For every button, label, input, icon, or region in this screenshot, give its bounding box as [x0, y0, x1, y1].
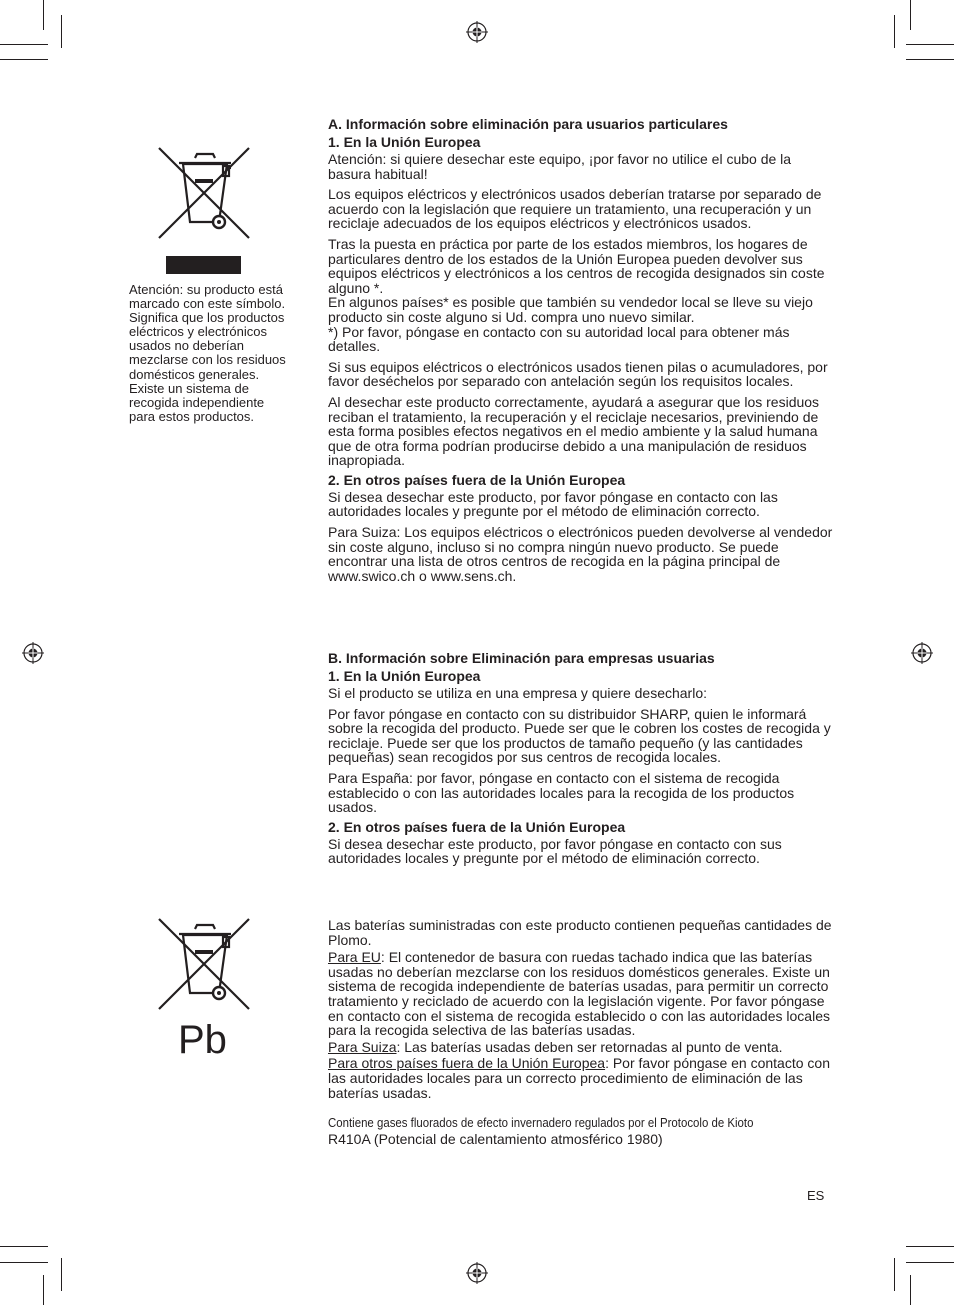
- paragraph: Para Suiza: Los equipos eléctricos o electrónicos pueden devolverse al vendedor sin coste alguno, incluso si no compra ningún nuevo producto. Se puede encontrar una lista de otros centros de recogida en la página principal de www.swico.ch o www.sens.ch.: [328, 524, 833, 584]
- crop-mark: [61, 1258, 62, 1291]
- section-a-eu-heading: 1. En la Unión Europea: [328, 134, 481, 150]
- registration-crosshair-icon: [465, 20, 489, 44]
- paragraph: Las baterías suministradas con este producto contienen pequeñas cantidades de Plomo.: [328, 917, 832, 948]
- paragraph: En algunos países* es posible que también su vendedor local se lleve su viejo producto sin coste alguno si Ud. compra uno nuevo similar.: [328, 294, 813, 325]
- registration-crosshair-icon: [465, 1261, 489, 1285]
- weee-symbol-note: Atención: su producto está marcado con este símbolo. Significa que los productos eléctricos y electrónicos usados no deberían mezclarse con los residuos domésticos generales. Existe un sistema de recogida independiente para estos productos.: [129, 282, 286, 424]
- crop-mark: [906, 59, 954, 60]
- crop-mark: [0, 1246, 48, 1247]
- crop-mark: [910, 0, 911, 30]
- paragraph: Por favor póngase en contacto con su distribuidor SHARP, quien le informará sobre la recogida del producto. Puede ser que le cobren los costes de recogida y reciclaje. Puede ser que los productos de tamaño pequeño (y las cantidades pequeñas) sean recogidos por sus centros de recogida locales.: [328, 705, 831, 766]
- section-b: [328, 650, 833, 871]
- paragraph: Para España: por favor, póngase en contacto con el sistema de recogida establecido o con las autoridades locales para la recogida de los productos usados.: [328, 769, 795, 816]
- crop-mark: [0, 44, 48, 45]
- section-a: [328, 116, 833, 588]
- crossed-out-wheeled-bin-icon: [157, 917, 251, 1013]
- registration-crosshair-icon: [21, 641, 45, 665]
- crop-mark: [0, 1262, 48, 1263]
- batteries-section: [328, 918, 833, 1146]
- section-b-eu-heading: 1. En la Unión Europea: [328, 668, 481, 684]
- para-suiza-label: Para Suiza: [328, 1038, 397, 1055]
- paragraph: Atención: si quiere desechar este equipo, ¡por favor no utilice el cubo de la basura habitual!: [328, 151, 792, 182]
- crossed-out-wheeled-bin-icon: [157, 146, 251, 242]
- para-suiza-text: : Las baterías usadas deben ser retornadas al punto de venta.: [396, 1038, 783, 1055]
- section-a-title: A. Información sobre eliminación para usuarios particulares: [328, 116, 728, 132]
- crop-mark: [894, 1258, 895, 1291]
- crop-mark: [894, 15, 895, 48]
- registration-crosshair-icon: [910, 641, 934, 665]
- paragraph: Los equipos eléctricos y electrónicos usados deberían tratarse por separado de acuerdo con la legislación que requiere un tratamiento, una recuperación y un reciclaje adecuados de los equipos eléctricos y electrónicos usados.: [328, 186, 822, 232]
- lead-symbol: Pb: [178, 1018, 227, 1062]
- paragraph: Tras la puesta en práctica por parte de los estados miembros, los hogares de particulares dentro de los estados de la Unión Europea pueden devolver sus equipos eléctricos y electrónicos a los centros de recogida designados sin coste alguno *.: [328, 235, 825, 296]
- section-a-other-heading: 2. En otros países fuera de la Unión Europea: [328, 471, 626, 488]
- weee-solid-bar: [166, 256, 241, 274]
- paragraph: Si desea desechar este producto, por favor póngase en contacto con las autoridades locales y pregunte por el método de eliminación correcto.: [328, 488, 778, 520]
- crop-mark: [61, 15, 62, 48]
- paragraph: Si sus equipos eléctricos o electrónicos usados tienen pilas o acumuladores, por favor deséchelos por separado con antelación según los requisitos locales.: [328, 358, 828, 390]
- para-eu-text: : El contenedor de basura con ruedas tachado indica que las baterías usadas no deberían mezclarse con los residuos domésticos generales. Existe un sistema de recogida independiente de baterías usadas, para permitir un correcto tratamiento y reciclado de acuerdo con la legislación vigente. Por favor póngase en contacto con el sistema de recogida establecido o con las autoridades locales para la recogida selectiva de las baterías usadas.: [328, 949, 830, 1039]
- crop-mark: [906, 1246, 954, 1247]
- crop-mark: [0, 59, 48, 60]
- paragraph: Al desechar este producto correctamente, ayudará a asegurar que los residuos reciban el tratamiento, la recuperación y el reciclaje necesarios, previniendo de esta forma posibles efectos negativos en el medio ambiente y la salud humana que de otra forma podrían producirse debido a una manipulación de residuos inapropiada.: [328, 393, 820, 469]
- para-other-text: : Por favor póngase en contacto con las autoridades locales para un correcto procedimiento de eliminación de las baterías usadas.: [328, 1055, 830, 1101]
- para-other-label: Para otros países fuera de la Unión Europea: [328, 1055, 606, 1072]
- paragraph: Si desea desechar este producto, por favor póngase en contacto con sus autoridades locales y pregunte por el método de eliminación correcto.: [328, 835, 782, 867]
- section-b-title: B. Información sobre Eliminación para empresas usuarias: [328, 650, 715, 666]
- crop-mark: [43, 0, 44, 30]
- fluorinated-gases-note: Contiene gases fluorados de efecto invernadero regulados por el Protocolo de Kioto: [328, 1115, 754, 1131]
- paragraph: [328, 950, 833, 1038]
- para-eu-label: Para EU: [328, 949, 381, 966]
- crop-mark: [906, 1262, 954, 1263]
- crop-mark: [906, 44, 954, 45]
- paragraph: Si el producto se utiliza en una empresa y quiere desecharlo:: [328, 685, 707, 701]
- paragraph: *) Por favor, póngase en contacto con su autoridad local para obtener más detalles.: [328, 323, 790, 355]
- paragraph: [328, 1040, 833, 1055]
- crop-mark: [910, 1275, 911, 1305]
- crop-mark: [43, 1275, 44, 1305]
- paragraph: [328, 1056, 833, 1100]
- refrigerant-line: R410A (Potencial de calentamiento atmosférico 1980): [328, 1130, 663, 1147]
- page-language-code: ES: [807, 1188, 825, 1203]
- section-b-other-heading: 2. En otros países fuera de la Unión Europea: [328, 818, 626, 835]
